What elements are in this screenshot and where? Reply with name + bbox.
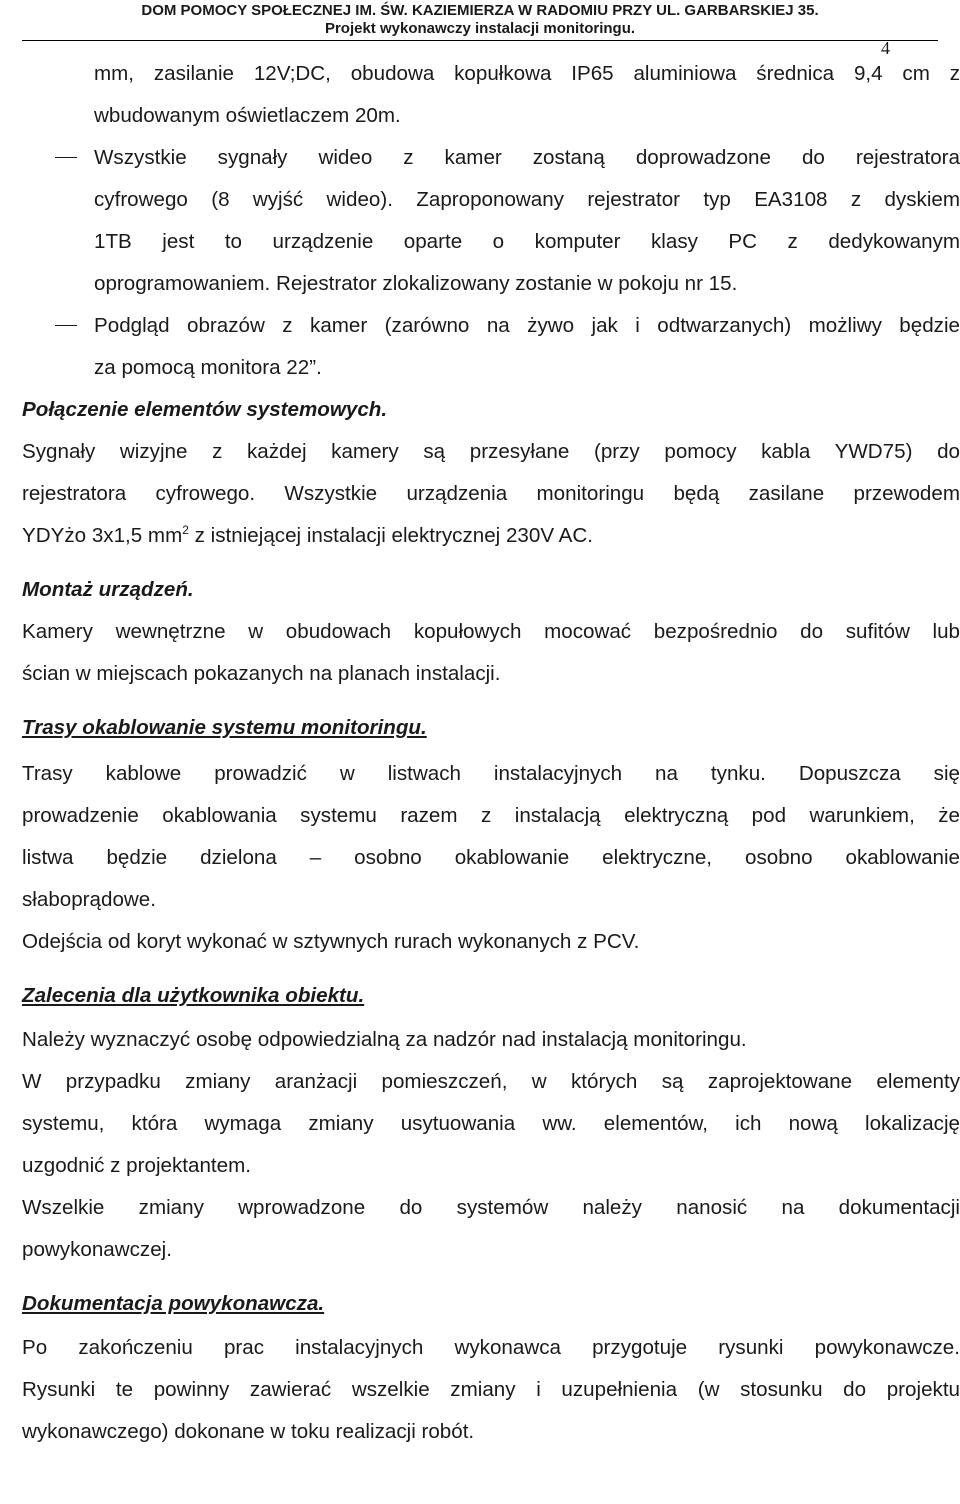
paragraph-line: powykonawczej.: [22, 1238, 172, 1261]
dash-bullet-icon: [55, 157, 77, 158]
header-project: Projekt wykonawczy instalacji monitoringu.: [324, 20, 636, 37]
header-divider: [22, 40, 938, 41]
paragraph-line: wykonawczego) dokonane w toku realizacji robót.: [22, 1420, 475, 1443]
paragraph-line: prowadzenie okablowania systemu razem z instalacją elektryczną pod warunkiem, że: [22, 804, 960, 827]
paragraph-line: Należy wyznaczyć osobę odpowiedzialną za nadzór nad instalacją monitoringu.: [22, 1028, 747, 1051]
list-item-text: Podgląd obrazów z kamer (zarówno na żywo jak i odtwarzanych) możliwy będzie: [94, 314, 960, 337]
paragraph-line: słaboprądowe.: [22, 888, 156, 911]
paragraph-line: Odejścia od koryt wykonać w sztywnych rurach wykonanych z PCV.: [22, 930, 640, 953]
list-item-recorder: [22, 137, 960, 179]
list-item-continuation-line: mm, zasilanie 12V;DC, obudowa kopułkowa IP65 aluminiowa średnica 9,4 cm z: [94, 62, 960, 85]
section-heading-connections: Połączenie elementów systemowych.: [22, 398, 388, 421]
section-heading-documentation: Dokumentacja powykonawcza.: [22, 1292, 325, 1315]
paragraph-line: systemu, która wymaga zmiany usytuowania ww. elementów, ich nową lokalizację: [22, 1112, 960, 1135]
paragraph-line: W przypadku zmiany aranżacji pomieszczeń, w których są zaprojektowane elementy: [22, 1070, 960, 1093]
page-header: [0, 2, 960, 38]
paragraph-line: YDYżo 3x1,5 $mm^2$ z istniejącej instalacji elektrycznej 230V AC.: [22, 523, 593, 547]
paragraph-line: Rysunki te powinny zawierać wszelkie zmiany i uzupełnienia (w stosunku do projektu: [22, 1378, 960, 1401]
paragraph-line: Sygnały wizyjne z każdej kamery są przesyłane (przy pomocy kabla YWD75) do: [22, 440, 960, 463]
section-heading-recommendations: Zalecenia dla użytkownika obiektu.: [22, 984, 365, 1007]
list-item-preview: [22, 305, 960, 347]
paragraph-line: rejestratora cyfrowego. Wszystkie urządzenia monitoringu będą zasilane przewodem: [22, 482, 960, 505]
superscript: 2: [182, 523, 189, 537]
list-item-line: za pomocą monitora 22”.: [94, 356, 322, 379]
paragraph-line: listwa będzie dzielona – osobno okablowanie elektryczne, osobno okablowanie: [22, 846, 960, 869]
paragraph-line: uzgodnić z projektantem.: [22, 1154, 251, 1177]
header-institution: DOM POMOCY SPOŁECZNEJ IM. ŚW. KAZIEMIERZA W RADOMIU PRZY UL. GARBARSKIEJ 35.: [141, 2, 819, 19]
list-item-line: 1TB jest to urządzenie oparte o komputer klasy PC z dedykowanym: [94, 230, 960, 253]
list-item-line: oprogramowaniem. Rejestrator zlokalizowany zostanie w pokoju nr 15.: [94, 272, 738, 295]
dash-bullet-icon: [55, 325, 77, 326]
list-item-line: cyfrowego (8 wyjść wideo). Zaproponowany rejestrator typ EA3108 z dyskiem: [94, 188, 960, 211]
paragraph-line: ścian w miejscach pokazanych na planach instalacji.: [22, 662, 501, 685]
section-heading-mounting: Montaż urządzeń.: [22, 578, 194, 601]
page-number: 4: [881, 38, 890, 58]
paragraph-line: Trasy kablowe prowadzić w listwach instalacyjnych na tynku. Dopuszcza się: [22, 762, 960, 785]
paragraph-line: Wszelkie zmiany wprowadzone do systemów należy nanosić na dokumentacji: [22, 1196, 960, 1219]
paragraph-line: Po zakończeniu prac instalacyjnych wykonawca przygotuje rysunki powykonawcze.: [22, 1336, 960, 1359]
list-item-text: Wszystkie sygnały wideo z kamer zostaną doprowadzone do rejestratora: [94, 146, 960, 169]
list-item-continuation-line: wbudowanym oświetlaczem 20m.: [94, 104, 401, 127]
document-body: [22, 53, 960, 1453]
section-heading-cabling: Trasy okablowanie systemu monitoringu.: [22, 716, 427, 739]
paragraph-line: Kamery wewnętrzne w obudowach kopułowych mocować bezpośrednio do sufitów lub: [22, 620, 960, 643]
